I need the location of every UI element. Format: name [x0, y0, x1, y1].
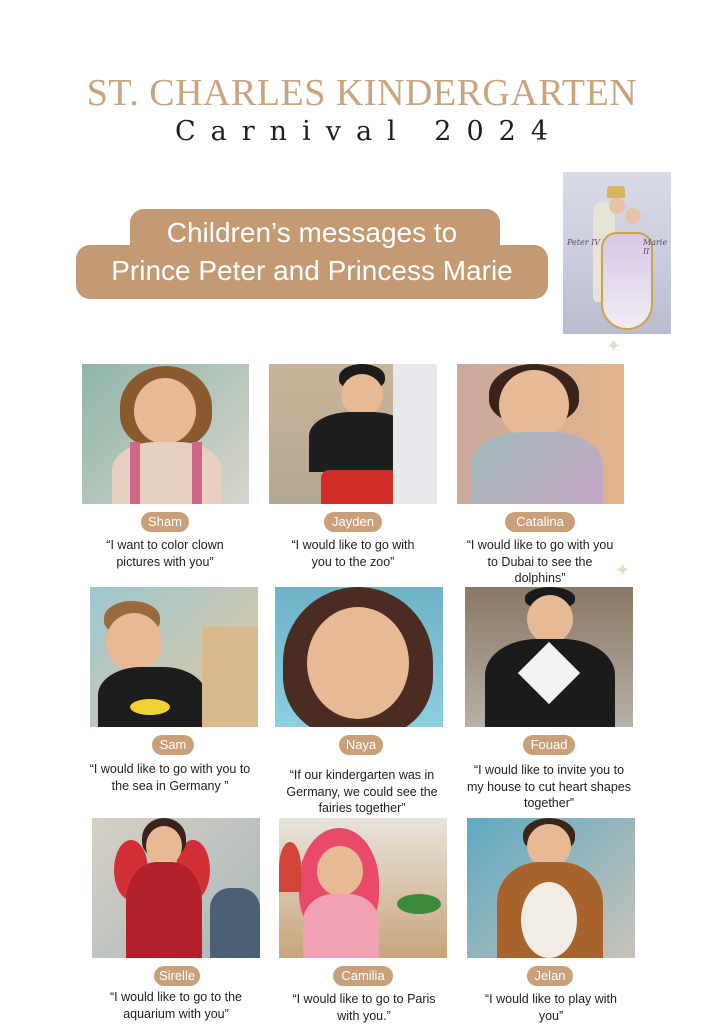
crown-icon	[607, 186, 625, 198]
child-message: “If our kindergarten was in Germany, we could see the fairies together”	[286, 768, 438, 815]
child-name-badge: Fouad	[523, 735, 575, 755]
child-message: “I would like to play with you”	[484, 992, 617, 1023]
child-photo-catalina	[457, 364, 624, 504]
child-message: “I would like to go with you to the sea in Germany ”	[89, 762, 251, 793]
child-name-badge: Naya	[339, 735, 383, 755]
child-name-badge: Jelan	[527, 966, 573, 986]
banner	[76, 214, 548, 290]
child-photo-fouad	[465, 587, 633, 727]
child-photo-sirelle	[92, 818, 260, 958]
child-name-badge: Jayden	[324, 512, 382, 532]
child-name-badge: Sirelle	[154, 966, 200, 986]
child-photo-sam	[90, 587, 258, 727]
banner-line-2: Prince Peter and Princess Marie	[111, 255, 513, 286]
sparkle-icon: ✦	[615, 560, 631, 580]
child-name-badge: Sham	[141, 512, 189, 532]
child-message: “I want to color clown pictures with you”	[106, 538, 224, 569]
child-photo-naya	[275, 587, 443, 727]
page-subtitle: Carnival 2024	[175, 116, 563, 147]
child-name-badge: Camilia	[333, 966, 393, 986]
child-message: “I would like to invite you to my house to cut heart shapes together”	[467, 763, 631, 810]
sparkle-icon: ✦	[606, 336, 622, 356]
signature-princess: Marie II	[643, 238, 668, 256]
prince-head	[609, 198, 625, 214]
princess-head	[625, 208, 641, 224]
child-photo-sham	[82, 364, 249, 504]
signature-prince: Peter IV	[567, 238, 601, 247]
banner-line-1: Children’s messages to	[166, 217, 458, 248]
child-message: “I would like to go with you to the zoo”	[291, 538, 415, 569]
child-message: “I would like to go to Paris with you.”	[292, 992, 436, 1023]
child-message: “I would like to go with you to Dubai to see the dolphins”	[466, 538, 614, 585]
child-message: “I would like to go to the aquarium with you”	[109, 990, 243, 1021]
page-title: ST. CHARLES KINDERGARTEN	[86, 72, 638, 114]
child-photo-camilia	[279, 818, 447, 958]
child-photo-jelan	[467, 818, 635, 958]
child-name-badge: Sam	[152, 735, 194, 755]
child-name-badge: Catalina	[505, 512, 575, 532]
child-photo-jayden	[269, 364, 437, 504]
royal-couple-photo	[563, 172, 671, 334]
